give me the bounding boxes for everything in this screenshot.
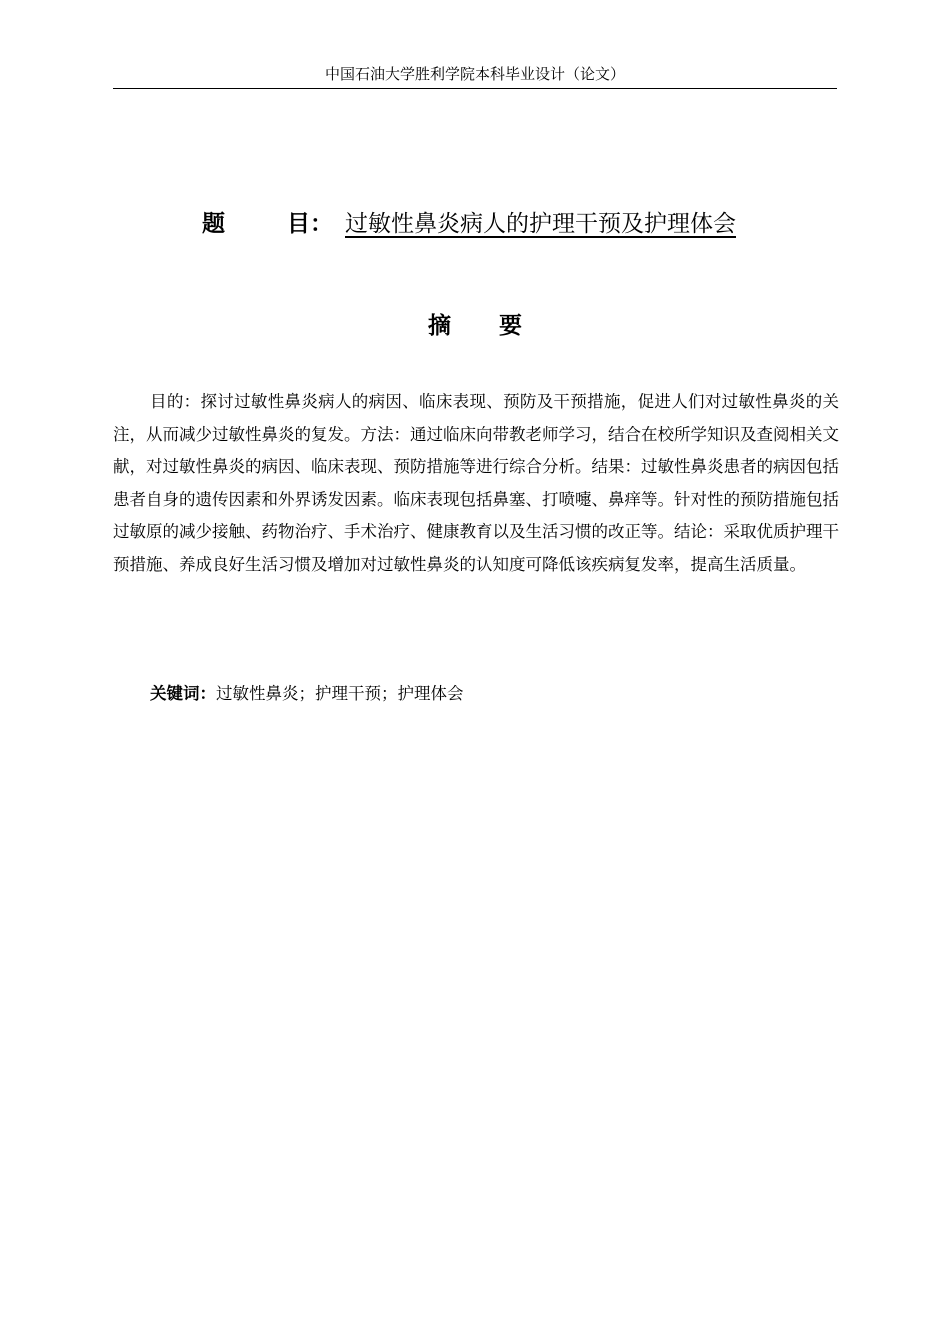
keywords-label: 关键词： [150,684,216,703]
abstract-heading-first: 摘 [428,313,451,339]
abstract-heading-second: 要 [499,313,522,339]
abstract-heading [113,306,837,346]
thesis-title: 过敏性鼻炎病人的护理干预及护理体会 [345,211,736,237]
title-label-first: 题 [202,211,225,237]
keywords-value: 过敏性鼻炎；护理干预；护理体会 [216,684,464,703]
abstract-body: 目的：探讨过敏性鼻炎病人的病因、临床表现、预防及干预措施，促进人们对过敏性鼻炎的关注，从而减少过敏性鼻炎的复发。方法：通过临床向带教老师学习，结合在校所学知识及查阅相关文献，对过敏性鼻炎的病因、临床表现、预防措施等进行综合分析。结果：过敏性鼻炎患者的病因包括患者自身的遗传因素和外界诱发因素。临床表现包括鼻塞、打喷嚏、鼻痒等。针对性的预防措施包括过敏原的减少接触、药物治疗、手术治疗、健康教育以及生活习惯的改正等。结论：采取优质护理干预措施、养成良好生活习惯及增加对过敏性鼻炎的认知度可降低该疾病复发率，提高生活质量。 [113,392,839,574]
thesis-title-row [113,204,837,244]
title-label [202,211,333,237]
page-header [113,64,837,89]
keywords-line [150,678,840,710]
title-label-second: 目： [287,211,333,237]
page-header-text: 中国石油大学胜利学院本科毕业设计（论文） [324,65,625,83]
